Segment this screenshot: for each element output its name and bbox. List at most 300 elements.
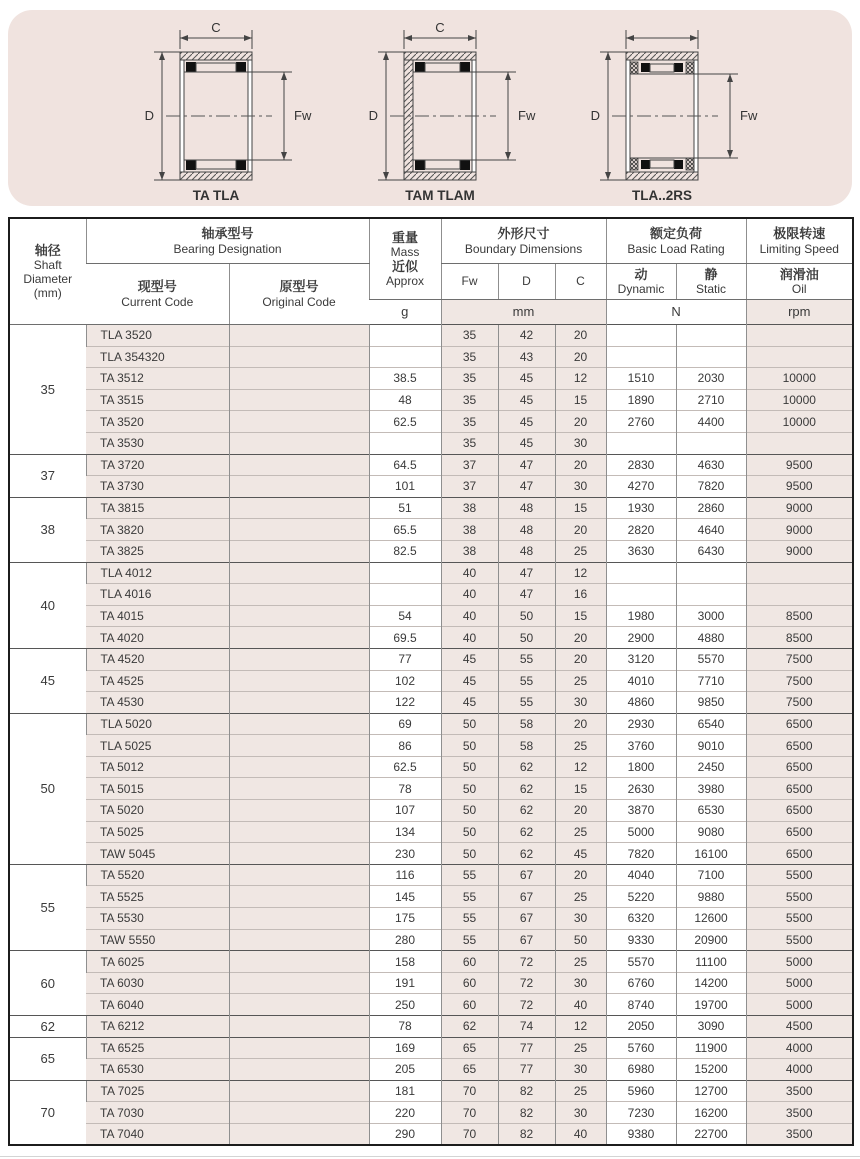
- original-code-cell: [229, 1123, 369, 1145]
- unit-mass-g: g: [369, 300, 441, 325]
- unit-n: N: [606, 300, 746, 325]
- d-cell: 47: [498, 454, 555, 476]
- mass-cell: 181: [369, 1080, 441, 1102]
- table-row: [9, 1059, 853, 1081]
- mass-cell: 51: [369, 497, 441, 519]
- mass-cell: 134: [369, 821, 441, 843]
- dynamic-load-cell: 5000: [606, 821, 676, 843]
- original-code-cell: [229, 605, 369, 627]
- fw-cell: 60: [441, 951, 498, 973]
- table-row: [9, 778, 853, 800]
- d-cell: 58: [498, 713, 555, 735]
- speed-cell: 4500: [746, 1016, 853, 1038]
- fw-cell: 45: [441, 648, 498, 670]
- speed-cell: 5500: [746, 908, 853, 930]
- c-cell: 25: [555, 735, 606, 757]
- shaft-diameter-cell: 70: [9, 1080, 86, 1145]
- speed-cell: 3500: [746, 1102, 853, 1124]
- unit-rpm: rpm: [746, 300, 853, 325]
- speed-cell: 6500: [746, 800, 853, 822]
- d-cell: 45: [498, 411, 555, 433]
- c-cell: 25: [555, 670, 606, 692]
- current-code-cell: TLA 4016: [86, 584, 229, 606]
- original-code-cell: [229, 951, 369, 973]
- dynamic-load-cell: 2820: [606, 519, 676, 541]
- d-cell: 82: [498, 1123, 555, 1145]
- c-cell: 20: [555, 648, 606, 670]
- d-cell: 74: [498, 1016, 555, 1038]
- page-bottom-rule: [0, 1156, 860, 1157]
- original-code-cell: [229, 778, 369, 800]
- dynamic-load-cell: 3630: [606, 540, 676, 562]
- mass-cell: 122: [369, 692, 441, 714]
- mass-cell: [369, 325, 441, 347]
- header-current-code: 现型号 Current Code: [86, 264, 229, 325]
- current-code-cell: TA 5520: [86, 864, 229, 886]
- d-cell: 67: [498, 864, 555, 886]
- fw-cell: 50: [441, 800, 498, 822]
- dim-label-c: C: [435, 20, 445, 35]
- table-row: [9, 756, 853, 778]
- shaft-diameter-cell: 55: [9, 864, 86, 950]
- c-cell: 20: [555, 713, 606, 735]
- static-load-cell: 7100: [676, 864, 746, 886]
- static-load-cell: 4400: [676, 411, 746, 433]
- original-code-cell: [229, 519, 369, 541]
- c-cell: 25: [555, 886, 606, 908]
- speed-cell: 4000: [746, 1059, 853, 1081]
- table-row: [9, 908, 853, 930]
- speed-cell: 7500: [746, 648, 853, 670]
- static-load-cell: 9850: [676, 692, 746, 714]
- original-code-cell: [229, 368, 369, 390]
- fw-cell: 35: [441, 411, 498, 433]
- speed-cell: 10000: [746, 368, 853, 390]
- original-code-cell: [229, 325, 369, 347]
- static-load-cell: [676, 562, 746, 584]
- static-load-cell: [676, 346, 746, 368]
- c-cell: 20: [555, 519, 606, 541]
- speed-cell: 8500: [746, 627, 853, 649]
- static-load-cell: 16100: [676, 843, 746, 865]
- static-load-cell: [676, 432, 746, 454]
- current-code-cell: TA 3730: [86, 476, 229, 498]
- dim-label-d: D: [368, 108, 378, 123]
- d-cell: 77: [498, 1059, 555, 1081]
- fw-cell: 60: [441, 994, 498, 1016]
- c-cell: 20: [555, 325, 606, 347]
- fw-cell: 65: [441, 1037, 498, 1059]
- current-code-cell: TAW 5045: [86, 843, 229, 865]
- fw-cell: 62: [441, 1016, 498, 1038]
- speed-cell: 5000: [746, 972, 853, 994]
- original-code-cell: [229, 389, 369, 411]
- d-cell: 72: [498, 972, 555, 994]
- current-code-cell: TA 3520: [86, 411, 229, 433]
- c-cell: 30: [555, 476, 606, 498]
- table-row: [9, 519, 853, 541]
- current-code-cell: TA 5012: [86, 756, 229, 778]
- c-cell: 12: [555, 562, 606, 584]
- c-cell: 20: [555, 411, 606, 433]
- d-cell: 55: [498, 670, 555, 692]
- static-load-cell: 15200: [676, 1059, 746, 1081]
- unit-mm: mm: [441, 300, 606, 325]
- static-load-cell: 2450: [676, 756, 746, 778]
- fw-cell: 35: [441, 432, 498, 454]
- fw-cell: 35: [441, 389, 498, 411]
- c-cell: 15: [555, 497, 606, 519]
- table-row: [9, 821, 853, 843]
- current-code-cell: TA 6030: [86, 972, 229, 994]
- table-row: [9, 584, 853, 606]
- original-code-cell: [229, 1037, 369, 1059]
- mass-cell: 64.5: [369, 454, 441, 476]
- mass-cell: 101: [369, 476, 441, 498]
- original-code-cell: [229, 1016, 369, 1038]
- original-code-cell: [229, 1059, 369, 1081]
- speed-cell: 6500: [746, 756, 853, 778]
- dynamic-load-cell: 4860: [606, 692, 676, 714]
- mass-cell: 77: [369, 648, 441, 670]
- shaft-diameter-cell: 35: [9, 325, 86, 455]
- header-bearing-designation: 轴承型号 Bearing Designation: [86, 218, 369, 264]
- current-code-cell: TA 4530: [86, 692, 229, 714]
- static-load-cell: 9010: [676, 735, 746, 757]
- current-code-cell: TA 3820: [86, 519, 229, 541]
- shaft-diameter-cell: 37: [9, 454, 86, 497]
- dynamic-load-cell: 1980: [606, 605, 676, 627]
- d-cell: 72: [498, 994, 555, 1016]
- speed-cell: 7500: [746, 670, 853, 692]
- fw-cell: 70: [441, 1123, 498, 1145]
- speed-cell: 5500: [746, 929, 853, 951]
- mass-cell: 116: [369, 864, 441, 886]
- current-code-cell: TA 3815: [86, 497, 229, 519]
- original-code-cell: [229, 540, 369, 562]
- d-cell: 62: [498, 800, 555, 822]
- static-load-cell: 3000: [676, 605, 746, 627]
- dynamic-load-cell: 6980: [606, 1059, 676, 1081]
- current-code-cell: TA 3825: [86, 540, 229, 562]
- mass-cell: [369, 432, 441, 454]
- current-code-cell: TA 5025: [86, 821, 229, 843]
- static-load-cell: 7710: [676, 670, 746, 692]
- speed-cell: 5500: [746, 886, 853, 908]
- dim-label-d: D: [144, 108, 154, 123]
- current-code-cell: TA 3515: [86, 389, 229, 411]
- speed-cell: 3500: [746, 1123, 853, 1145]
- c-cell: 15: [555, 389, 606, 411]
- speed-cell: 5000: [746, 994, 853, 1016]
- header-dynamic: 动 Dynamic: [606, 264, 676, 300]
- mass-cell: 290: [369, 1123, 441, 1145]
- table-row: [9, 886, 853, 908]
- fw-cell: 50: [441, 821, 498, 843]
- speed-cell: 6500: [746, 735, 853, 757]
- original-code-cell: [229, 1080, 369, 1102]
- static-load-cell: 3090: [676, 1016, 746, 1038]
- original-code-cell: [229, 713, 369, 735]
- static-load-cell: 12600: [676, 908, 746, 930]
- speed-cell: [746, 325, 853, 347]
- static-load-cell: 4880: [676, 627, 746, 649]
- header-static: 静 Static: [676, 264, 746, 300]
- shaft-diameter-cell: 60: [9, 951, 86, 1016]
- original-code-cell: [229, 627, 369, 649]
- dynamic-load-cell: 2050: [606, 1016, 676, 1038]
- fw-cell: 70: [441, 1080, 498, 1102]
- static-load-cell: 14200: [676, 972, 746, 994]
- dynamic-load-cell: 2900: [606, 627, 676, 649]
- d-cell: 45: [498, 432, 555, 454]
- original-code-cell: [229, 821, 369, 843]
- static-load-cell: 6530: [676, 800, 746, 822]
- dynamic-load-cell: 5220: [606, 886, 676, 908]
- original-code-cell: [229, 843, 369, 865]
- table-row: [9, 735, 853, 757]
- d-cell: 43: [498, 346, 555, 368]
- header-oil: 润滑油 Oil: [746, 264, 853, 300]
- speed-cell: 10000: [746, 411, 853, 433]
- original-code-cell: [229, 411, 369, 433]
- c-cell: 25: [555, 1080, 606, 1102]
- table-row: [9, 929, 853, 951]
- mass-cell: 175: [369, 908, 441, 930]
- bearing-diagram-ta-tla: [96, 18, 336, 204]
- c-cell: 30: [555, 692, 606, 714]
- dynamic-load-cell: [606, 432, 676, 454]
- header-c: C: [555, 264, 606, 300]
- dynamic-load-cell: 2760: [606, 411, 676, 433]
- table-row: [9, 562, 853, 584]
- c-cell: 30: [555, 1059, 606, 1081]
- c-cell: 30: [555, 1102, 606, 1124]
- table-row: [9, 972, 853, 994]
- original-code-cell: [229, 735, 369, 757]
- d-cell: 50: [498, 605, 555, 627]
- c-cell: 20: [555, 346, 606, 368]
- d-cell: 45: [498, 389, 555, 411]
- c-cell: 12: [555, 1016, 606, 1038]
- mass-cell: 62.5: [369, 411, 441, 433]
- dynamic-load-cell: 5960: [606, 1080, 676, 1102]
- speed-cell: 5000: [746, 951, 853, 973]
- bearing-spec-table: [8, 217, 854, 1146]
- diagram-label: TA TLA: [192, 188, 240, 203]
- speed-cell: [746, 346, 853, 368]
- fw-cell: 60: [441, 972, 498, 994]
- original-code-cell: [229, 929, 369, 951]
- header-limiting-speed: 极限转速 Limiting Speed: [746, 218, 853, 264]
- table-row: [9, 540, 853, 562]
- c-cell: 30: [555, 908, 606, 930]
- fw-cell: 50: [441, 778, 498, 800]
- mass-cell: 69: [369, 713, 441, 735]
- mass-cell: 158: [369, 951, 441, 973]
- fw-cell: 40: [441, 627, 498, 649]
- dim-label-c: C: [211, 20, 221, 35]
- header-basic-load-rating: 额定负荷 Basic Load Rating: [606, 218, 746, 264]
- diagram-label: TAM TLAM: [405, 188, 475, 203]
- mass-cell: 82.5: [369, 540, 441, 562]
- d-cell: 67: [498, 908, 555, 930]
- current-code-cell: TA 4015: [86, 605, 229, 627]
- table-row: [9, 1080, 853, 1102]
- original-code-cell: [229, 908, 369, 930]
- table-row: [9, 627, 853, 649]
- fw-cell: 37: [441, 476, 498, 498]
- table-row: [9, 368, 853, 390]
- original-code-cell: [229, 972, 369, 994]
- fw-cell: 50: [441, 756, 498, 778]
- c-cell: 12: [555, 756, 606, 778]
- table-row: [9, 476, 853, 498]
- static-load-cell: 11900: [676, 1037, 746, 1059]
- dynamic-load-cell: [606, 584, 676, 606]
- c-cell: 12: [555, 368, 606, 390]
- shaft-diameter-cell: 65: [9, 1037, 86, 1080]
- static-load-cell: 4630: [676, 454, 746, 476]
- c-cell: 16: [555, 584, 606, 606]
- original-code-cell: [229, 497, 369, 519]
- d-cell: 67: [498, 886, 555, 908]
- original-code-cell: [229, 886, 369, 908]
- diagram-label: TLA..2RS: [631, 188, 693, 203]
- speed-cell: 9000: [746, 497, 853, 519]
- fw-cell: 38: [441, 519, 498, 541]
- dynamic-load-cell: [606, 325, 676, 347]
- current-code-cell: TLA 5020: [86, 713, 229, 735]
- mass-cell: 220: [369, 1102, 441, 1124]
- mass-cell: 102: [369, 670, 441, 692]
- speed-cell: [746, 562, 853, 584]
- table-header: [9, 218, 853, 325]
- table-body: [9, 325, 853, 1146]
- fw-cell: 50: [441, 843, 498, 865]
- dynamic-load-cell: 3760: [606, 735, 676, 757]
- speed-cell: 9000: [746, 540, 853, 562]
- d-cell: 62: [498, 821, 555, 843]
- current-code-cell: TA 3530: [86, 432, 229, 454]
- d-cell: 45: [498, 368, 555, 390]
- mass-cell: 86: [369, 735, 441, 757]
- speed-cell: 5500: [746, 864, 853, 886]
- static-load-cell: 19700: [676, 994, 746, 1016]
- original-code-cell: [229, 864, 369, 886]
- dynamic-load-cell: 3870: [606, 800, 676, 822]
- d-cell: 48: [498, 519, 555, 541]
- dynamic-load-cell: 7230: [606, 1102, 676, 1124]
- dynamic-load-cell: 1930: [606, 497, 676, 519]
- table-row: [9, 864, 853, 886]
- current-code-cell: TA 3512: [86, 368, 229, 390]
- speed-cell: 9500: [746, 476, 853, 498]
- speed-cell: 6500: [746, 713, 853, 735]
- speed-cell: 8500: [746, 605, 853, 627]
- shaft-diameter-cell: 45: [9, 648, 86, 713]
- static-load-cell: 9880: [676, 886, 746, 908]
- original-code-cell: [229, 1102, 369, 1124]
- c-cell: 15: [555, 605, 606, 627]
- current-code-cell: TLA 4012: [86, 562, 229, 584]
- fw-cell: 40: [441, 605, 498, 627]
- shaft-diameter-cell: 62: [9, 1016, 86, 1038]
- current-code-cell: TA 6025: [86, 951, 229, 973]
- shaft-diameter-cell: 38: [9, 497, 86, 562]
- fw-cell: 70: [441, 1102, 498, 1124]
- mass-cell: 54: [369, 605, 441, 627]
- mass-cell: 250: [369, 994, 441, 1016]
- static-load-cell: 2860: [676, 497, 746, 519]
- dim-label-fw: Fw: [294, 108, 312, 123]
- bearing-diagram-tam-tlam: [320, 18, 560, 204]
- mass-cell: 107: [369, 800, 441, 822]
- dim-label-fw: Fw: [740, 108, 758, 123]
- d-cell: 82: [498, 1080, 555, 1102]
- table-row: [9, 843, 853, 865]
- diagram-panel: [8, 10, 852, 206]
- c-cell: 40: [555, 994, 606, 1016]
- static-load-cell: 11100: [676, 951, 746, 973]
- current-code-cell: TA 4525: [86, 670, 229, 692]
- fw-cell: 40: [441, 562, 498, 584]
- fw-cell: 55: [441, 886, 498, 908]
- mass-cell: 38.5: [369, 368, 441, 390]
- header-fw: Fw: [441, 264, 498, 300]
- dynamic-load-cell: 9330: [606, 929, 676, 951]
- mass-cell: 69.5: [369, 627, 441, 649]
- static-load-cell: 20900: [676, 929, 746, 951]
- table-row: [9, 1016, 853, 1038]
- table-row: [9, 346, 853, 368]
- d-cell: 47: [498, 476, 555, 498]
- c-cell: 20: [555, 800, 606, 822]
- d-cell: 72: [498, 951, 555, 973]
- current-code-cell: TA 7040: [86, 1123, 229, 1145]
- dim-label-d: D: [590, 108, 600, 123]
- mass-cell: 280: [369, 929, 441, 951]
- c-cell: 50: [555, 929, 606, 951]
- table-row: [9, 648, 853, 670]
- current-code-cell: TA 6525: [86, 1037, 229, 1059]
- dim-label-fw: Fw: [518, 108, 536, 123]
- mass-cell: 78: [369, 1016, 441, 1038]
- current-code-cell: TA 4520: [86, 648, 229, 670]
- shaft-diameter-cell: 50: [9, 713, 86, 864]
- c-cell: 25: [555, 1037, 606, 1059]
- original-code-cell: [229, 670, 369, 692]
- static-load-cell: 5570: [676, 648, 746, 670]
- header-boundary-dimensions: 外形尺寸 Boundary Dimensions: [441, 218, 606, 264]
- header-mass: 重量 Mass 近似 Approx: [369, 218, 441, 300]
- current-code-cell: TA 7030: [86, 1102, 229, 1124]
- c-cell: 20: [555, 454, 606, 476]
- fw-cell: 55: [441, 864, 498, 886]
- dynamic-load-cell: 4270: [606, 476, 676, 498]
- fw-cell: 50: [441, 713, 498, 735]
- d-cell: 42: [498, 325, 555, 347]
- speed-cell: 9000: [746, 519, 853, 541]
- current-code-cell: TLA 354320: [86, 346, 229, 368]
- current-code-cell: TAW 5550: [86, 929, 229, 951]
- speed-cell: 9500: [746, 454, 853, 476]
- static-load-cell: 16200: [676, 1102, 746, 1124]
- speed-cell: 6500: [746, 778, 853, 800]
- dynamic-load-cell: [606, 346, 676, 368]
- c-cell: 30: [555, 972, 606, 994]
- speed-cell: [746, 584, 853, 606]
